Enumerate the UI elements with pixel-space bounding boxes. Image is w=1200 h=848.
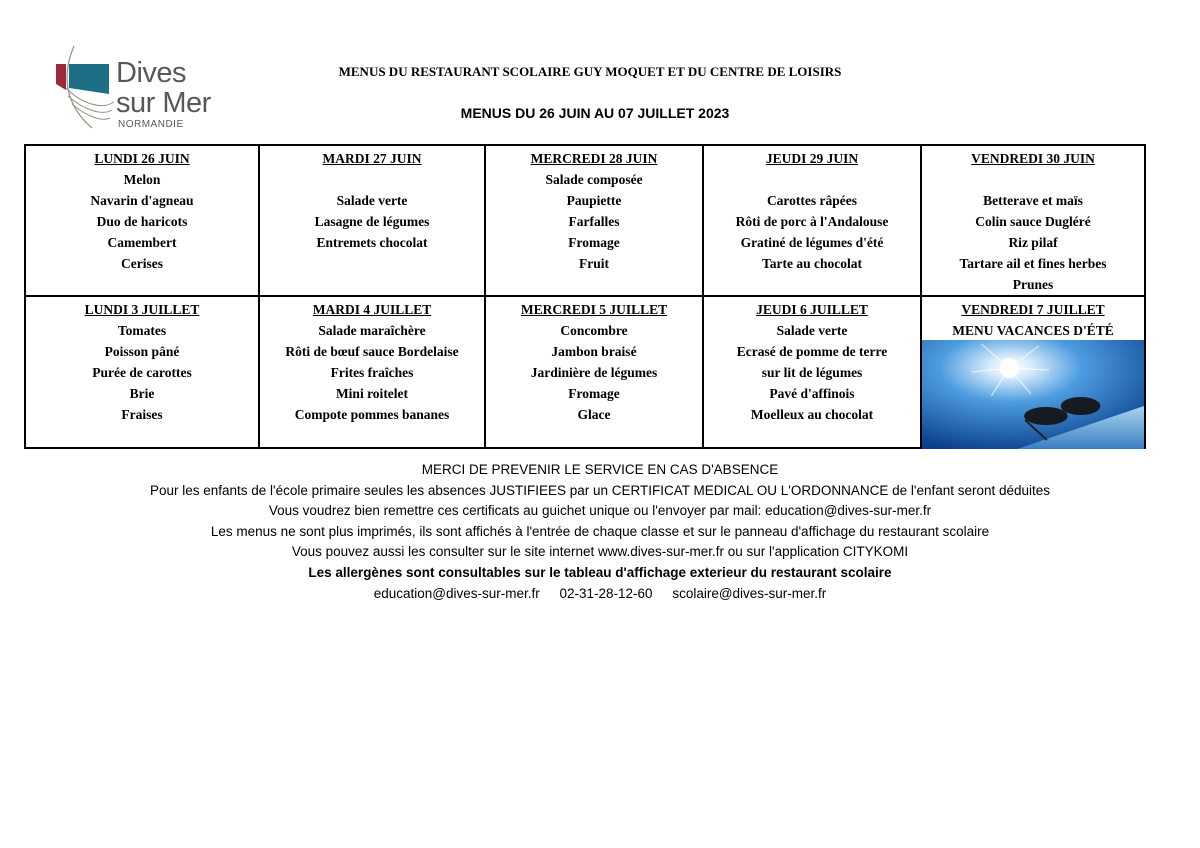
footer-notice <box>0 460 1200 604</box>
menu-item: Moelleux au chocolat <box>750 407 874 422</box>
day-cell <box>485 145 703 296</box>
menu-item: Salade maraîchère <box>318 323 426 338</box>
day-header: MARDI 4 JUILLET <box>312 302 432 317</box>
menu-item: sur lit de légumes <box>761 365 863 380</box>
logo-wordmark-sur-mer: sur Mer <box>116 87 211 119</box>
contacts-line <box>0 584 1200 605</box>
day-header: JEUDI 29 JUIN <box>765 151 859 166</box>
menu-item: Rôti de bœuf sauce Bordelaise <box>285 344 459 359</box>
week-2-row <box>25 296 1145 448</box>
phone-number: 02-31-28-12-60 <box>559 585 653 601</box>
certificate-instructions: Vous voudrez bien remettre ces certificats au guichet unique ou l'envoyer par mail: education@dives-sur-mer.fr <box>268 503 932 519</box>
menu-item: Cerises <box>121 256 163 271</box>
day-cell <box>25 145 259 296</box>
menu-item: Prunes <box>1012 277 1054 292</box>
menu-item: Salade verte <box>336 193 408 208</box>
day-header: MERCREDI 5 JUILLET <box>520 302 668 317</box>
menu-item: Betterave et maïs <box>983 193 1083 208</box>
menu-item: Rôti de porc à l'Andalouse <box>735 214 889 229</box>
menu-item: Tartare ail et fines herbes <box>959 256 1107 271</box>
day-header: JEUDI 6 JUILLET <box>756 302 868 317</box>
education-email[interactable]: education@dives-sur-mer.fr <box>373 585 540 601</box>
day-cell <box>703 296 921 448</box>
scolaire-email[interactable]: scolaire@dives-sur-mer.fr <box>672 585 827 601</box>
menu-item: Entremets chocolat <box>316 235 428 250</box>
menu-item: Paupiette <box>566 193 622 208</box>
menu-item-empty <box>922 169 1144 190</box>
menu-item: Fromage <box>568 386 620 401</box>
menu-item: Farfalles <box>568 214 620 229</box>
vacation-menu-label: MENU VACANCES D'ÉTÉ <box>952 323 1114 338</box>
menu-item: Jambon braisé <box>551 344 637 359</box>
day-header: LUNDI 26 JUIN <box>94 151 190 166</box>
menu-item: Carottes râpées <box>766 193 858 208</box>
day-cell <box>259 296 485 448</box>
logo-wordmark-dives: Dives <box>116 57 187 89</box>
menu-display-note: Les menus ne sont plus imprimés, ils sont affichés à l'entrée de chaque classe et sur le panneau d'affichage du restaurant scolaire <box>210 523 990 539</box>
day-cell-vacation <box>921 296 1145 448</box>
menu-item: Pavé d'affinois <box>769 386 855 401</box>
menu-item: Concombre <box>560 323 628 338</box>
menu-item: Navarin d'agneau <box>90 193 194 208</box>
menu-item: Compote pommes bananes <box>294 407 450 422</box>
day-cell <box>703 145 921 296</box>
menu-item-empty <box>704 169 920 190</box>
menu-item: Gratiné de légumes d'été <box>740 235 884 250</box>
menu-item: Duo de haricots <box>96 214 188 229</box>
absence-notice: MERCI DE PREVENIR LE SERVICE EN CAS D'ABSENCE <box>421 462 779 477</box>
menu-item: Salade verte <box>776 323 848 338</box>
document-title: MENUS DU RESTAURANT SCOLAIRE GUY MOQUET ET DU CENTRE DE LOISIRS <box>338 64 842 79</box>
justified-absence-note: Pour les enfants de l'école primaire seules les absences JUSTIFIEES par un CERTIFICAT MEDICAL OU L'ORDONNANCE de l'enfant seront déduites <box>149 482 1051 498</box>
menu-item: Camembert <box>107 235 177 250</box>
menu-item-empty <box>260 169 484 190</box>
menu-item: Melon <box>123 172 161 187</box>
menu-item: Riz pilaf <box>1008 235 1058 250</box>
sunglasses-sun-photo <box>922 340 1144 449</box>
week-1-row <box>25 145 1145 296</box>
day-cell <box>259 145 485 296</box>
day-cell <box>485 296 703 448</box>
day-cell <box>25 296 259 448</box>
menu-item: Brie <box>129 386 155 401</box>
menu-item: Poisson pâné <box>104 344 180 359</box>
menu-table <box>24 144 1146 449</box>
document-subtitle: MENUS DU 26 JUIN AU 07 JUILLET 2023 <box>460 105 730 121</box>
day-cell <box>921 145 1145 296</box>
menu-item: Fraises <box>121 407 163 422</box>
menu-item: Glace <box>577 407 611 422</box>
menu-item: Tomates <box>117 323 167 338</box>
day-header: VENDREDI 7 JUILLET <box>961 302 1105 317</box>
menu-item: Jardinière de légumes <box>530 365 658 380</box>
logo-wordmark-normandie: NORMANDIE <box>118 119 184 130</box>
day-header: VENDREDI 30 JUIN <box>971 151 1095 166</box>
menu-item: Purée de carottes <box>92 365 192 380</box>
day-header: MARDI 27 JUIN <box>322 151 422 166</box>
menu-item: Ecrasé de pomme de terre <box>736 344 888 359</box>
menu-item: Fromage <box>568 235 620 250</box>
menu-item: Fruit <box>579 256 609 271</box>
menu-item: Mini roitelet <box>335 386 409 401</box>
menu-item: Lasagne de légumes <box>314 214 430 229</box>
allergens-note: Les allergènes sont consultables sur le tableau d'affichage exterieur du restaurant scolaire <box>308 564 892 580</box>
menu-item: Frites fraîches <box>330 365 414 380</box>
menu-item: Salade composée <box>545 172 643 187</box>
website-note: Vous pouvez aussi les consulter sur le site internet www.dives-sur-mer.fr ou sur l'application CITYKOMI <box>291 544 909 560</box>
day-header: MERCREDI 28 JUIN <box>530 151 658 166</box>
menu-item: Colin sauce Dugléré <box>975 214 1091 229</box>
menu-item: Tarte au chocolat <box>762 256 862 271</box>
day-header: LUNDI 3 JUILLET <box>84 302 200 317</box>
